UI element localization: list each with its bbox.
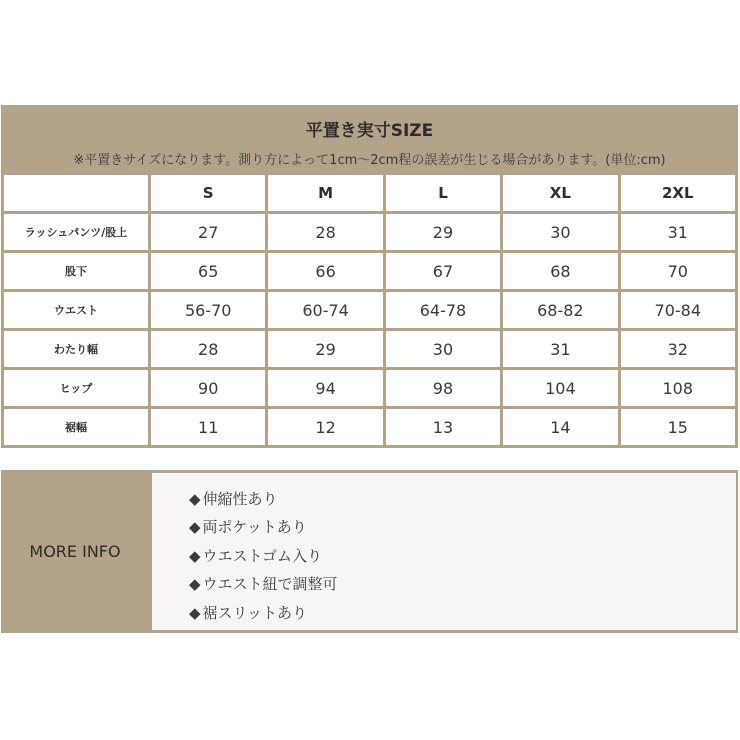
size-table — [1, 172, 738, 448]
row-label: ラッシュパンツ/股上 — [4, 214, 148, 250]
table-cell: 31 — [621, 214, 735, 250]
table-cell: 56-70 — [151, 292, 265, 328]
diamond-bullet-icon: ◆ — [189, 490, 201, 508]
table-cell: 64-78 — [386, 292, 500, 328]
table-cell: 31 — [503, 331, 617, 367]
table-cell: 67 — [386, 253, 500, 289]
size-header: 2XL — [621, 175, 735, 211]
table-cell: 90 — [151, 370, 265, 406]
feature-text: 裾スリットあり — [202, 603, 307, 622]
table-cell: 30 — [386, 331, 500, 367]
size-header: XL — [503, 175, 617, 211]
table-row — [4, 331, 735, 367]
table-cell: 14 — [503, 409, 617, 445]
feature-text: ウエストゴム入り — [202, 546, 322, 565]
row-label: 裾幅 — [4, 409, 148, 445]
row-label: ウエスト — [4, 292, 148, 328]
chart-title: 平置き実寸SIZE — [305, 121, 434, 141]
table-cell: 108 — [621, 370, 735, 406]
corner-cell — [4, 175, 148, 211]
feature-list — [152, 473, 736, 630]
table-cell: 65 — [151, 253, 265, 289]
table-cell: 30 — [503, 214, 617, 250]
list-item — [189, 513, 736, 541]
table-cell: 104 — [503, 370, 617, 406]
table-row — [4, 214, 735, 250]
table-row — [4, 409, 735, 445]
table-cell: 11 — [151, 409, 265, 445]
diamond-bullet-icon: ◆ — [189, 546, 201, 565]
table-cell: 29 — [268, 331, 382, 367]
size-header: L — [386, 175, 500, 211]
feature-text: 両ポケットあり — [202, 518, 307, 537]
table-cell: 98 — [386, 370, 500, 406]
size-header-row — [4, 175, 735, 211]
table-cell: 28 — [151, 331, 265, 367]
feature-text: ウエスト紐で調整可 — [202, 575, 338, 594]
size-header: M — [268, 175, 382, 211]
table-cell: 70-84 — [621, 292, 735, 328]
table-cell: 32 — [621, 331, 735, 367]
more-info-section — [1, 470, 738, 633]
list-item — [189, 485, 736, 513]
table-cell: 60-74 — [268, 292, 382, 328]
table-cell: 29 — [386, 214, 500, 250]
table-cell: 68-82 — [503, 292, 617, 328]
table-cell: 15 — [621, 409, 735, 445]
chart-note: ※平置きサイズになります。測り方によって1cm〜2cm程の誤差が生じる場合があります。(単位:cm) — [73, 153, 666, 168]
diamond-bullet-icon: ◆ — [189, 518, 201, 537]
size-chart — [1, 105, 738, 448]
more-info-label: MORE INFO — [29, 542, 121, 561]
list-item — [189, 599, 736, 627]
table-cell: 13 — [386, 409, 500, 445]
feature-text: 伸縮性あり — [202, 490, 278, 508]
diamond-bullet-icon: ◆ — [189, 575, 201, 594]
diamond-bullet-icon: ◆ — [189, 603, 201, 622]
table-cell: 27 — [151, 214, 265, 250]
table-cell: 94 — [268, 370, 382, 406]
table-cell: 66 — [268, 253, 382, 289]
table-row — [4, 292, 735, 328]
table-row — [4, 253, 735, 289]
table-cell: 70 — [621, 253, 735, 289]
list-item — [189, 570, 736, 598]
table-row — [4, 370, 735, 406]
row-label: 股下 — [4, 253, 148, 289]
size-header: S — [151, 175, 265, 211]
row-label: わたり幅 — [4, 331, 148, 367]
table-cell: 12 — [268, 409, 382, 445]
table-cell: 68 — [503, 253, 617, 289]
list-item — [189, 542, 736, 570]
row-label: ヒップ — [4, 370, 148, 406]
chart-header — [1, 105, 738, 172]
table-cell: 28 — [268, 214, 382, 250]
